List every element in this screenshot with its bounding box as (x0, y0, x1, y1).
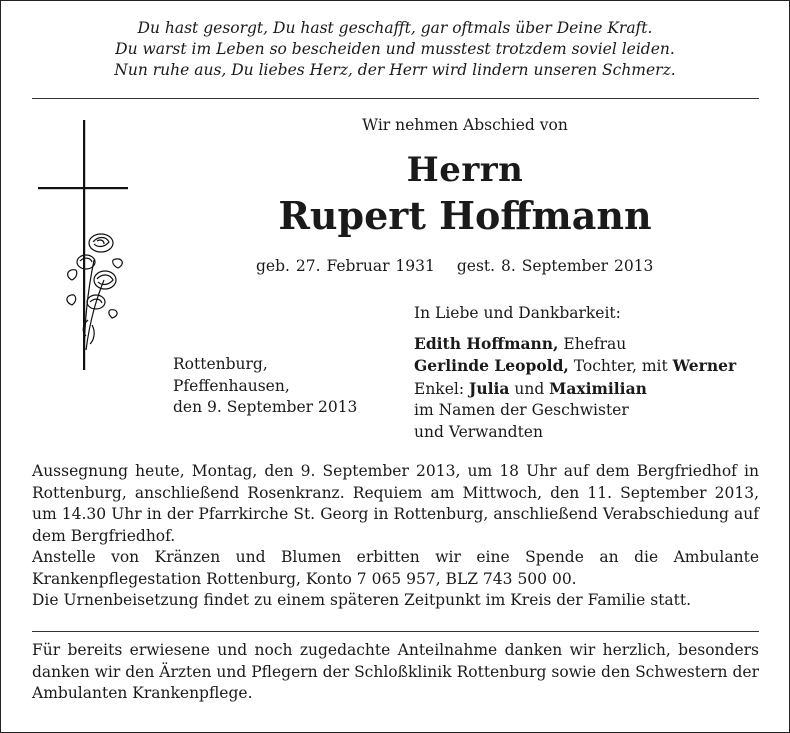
mourner-name: Julia (468, 378, 510, 398)
mourner-grandchildren: Enkel: Julia und Maximilian (414, 378, 647, 398)
mourner-name: Maximilian (549, 378, 647, 398)
place-line: Rottenburg, (173, 355, 268, 373)
death-date: gest. 8. September 2013 (456, 257, 654, 275)
top-divider (32, 98, 759, 99)
cross-with-roses-icon (38, 120, 138, 380)
poem-line: Du warst im Leben so bescheiden und musstest trotzdem soviel leiden. (115, 40, 675, 58)
mourners-intro: In Liebe und Dankbarkeit: (414, 304, 621, 322)
salutation: Herrn (406, 150, 524, 190)
life-dates (256, 257, 653, 275)
service-details (32, 461, 759, 612)
mourner-name: Gerlinde Leopold, (414, 356, 569, 375)
mourner-daughter: Gerlinde Leopold, Tochter, mit Werner (414, 356, 737, 375)
burial-paragraph: Die Urnenbeisetzung findet zu einem späteren Zeitpunkt im Kreis der Familie statt. (32, 591, 692, 609)
bottom-divider (32, 631, 759, 632)
poem-line: Du hast gesorgt, Du hast geschafft, gar oftmals über Deine Kraft. (137, 19, 653, 37)
mourner-name: Werner (672, 356, 737, 375)
thanks-paragraph: Für bereits erwiesene und noch zugedachte Anteilnahme danken wir herzlich, besonders danken wir den Ärzten und Pflegern der Schloßklinik Rottenburg sowie den Schwestern der Ambulanten Krankenpflege. (32, 641, 759, 702)
place-line: Pfeffenhausen, (173, 376, 290, 395)
poem (0, 18, 790, 81)
service-paragraph: Aussegnung heute, Montag, den 9. September 2013, um 18 Uhr auf dem Bergfriedhof in Rottenburg, anschließend Rosenkranz. Requiem am Mittwoch, den 11. September 2013, um 14.30 Uhr in der Pfarrkirche St. Georg in Rottenburg, anschließend Verabschiedung auf dem Bergfriedhof. (32, 462, 759, 545)
mourners-block (414, 303, 736, 443)
deceased-name: Rupert Hoffmann (278, 193, 652, 238)
donation-paragraph: Anstelle von Kränzen und Blumen erbitten wir eine Spende an die Ambulante Krankenpflegestation Rottenburg, Konto 7 065 957, BLZ 743 500 00. (32, 548, 759, 588)
place-line: den 9. September 2013 (173, 398, 358, 416)
poem-line: Nun ruhe aus, Du liebes Herz, der Herr wird lindern unseren Schmerz. (114, 61, 676, 79)
mourner-relatives: und Verwandten (414, 422, 543, 441)
birth-date: geb. 27. Februar 1931 (256, 257, 435, 275)
farewell-intro: Wir nehmen Abschied von (362, 116, 568, 134)
thanks-section (32, 640, 759, 705)
mourner-wife: Edith Hoffmann, Ehefrau (414, 333, 627, 353)
mourner-siblings: im Namen der Geschwister (414, 401, 629, 419)
mourner-name: Edith Hoffmann, (414, 333, 559, 353)
place-and-date (173, 354, 357, 419)
